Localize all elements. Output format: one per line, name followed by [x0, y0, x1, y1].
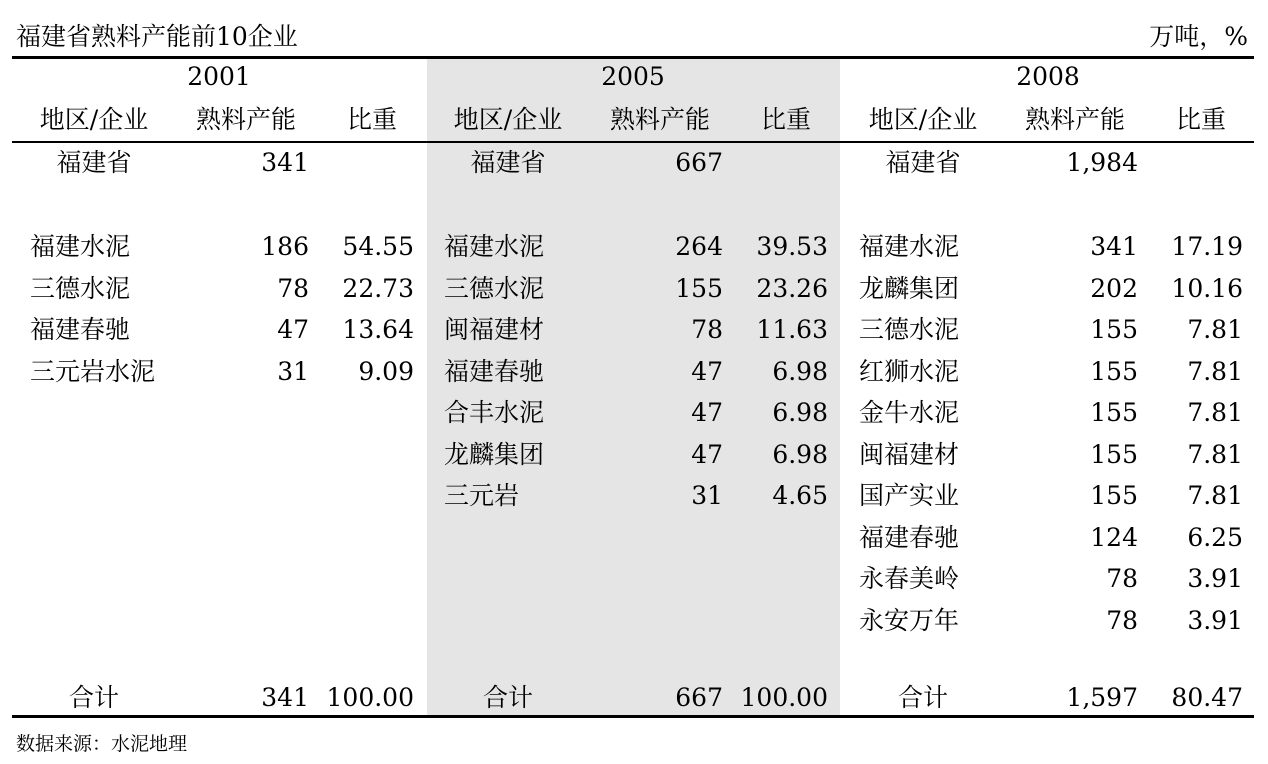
total-share: 100.00: [740, 683, 828, 712]
col-header-capacity: 熟料产能: [609, 105, 711, 134]
company-capacity: 155: [675, 273, 723, 303]
company-name: 龙麟集团: [859, 273, 960, 303]
table-title: 福建省熟料产能前10企业: [16, 22, 298, 51]
company-share: 3.91: [1187, 605, 1243, 635]
company-share: 6.98: [772, 356, 828, 386]
company-capacity: 47: [277, 315, 309, 344]
col-header-capacity: 熟料产能: [195, 105, 297, 134]
company-capacity: 78: [1106, 605, 1138, 635]
col-header-share: 比重: [346, 105, 398, 134]
total-capacity: 341: [261, 683, 309, 712]
company-name: 福建水泥: [30, 232, 131, 261]
year-header: 2001: [187, 62, 251, 91]
company-share: 6.98: [772, 439, 828, 469]
company-name: 三元岩: [444, 481, 520, 510]
company-share: 4.65: [772, 481, 828, 510]
company-capacity: 341: [1090, 232, 1138, 261]
company-share: 54.55: [342, 232, 414, 261]
company-capacity: 202: [1090, 273, 1138, 303]
company-name: 龙麟集团: [444, 439, 545, 469]
source-note: 数据来源：水泥地理: [16, 733, 188, 755]
header-rule: [12, 141, 1254, 143]
col-header-share: 比重: [1175, 105, 1227, 134]
total-label: 合计: [68, 683, 120, 712]
col-header-region: 地区/企业: [453, 105, 563, 134]
company-name: 福建春驰: [859, 522, 960, 552]
top-rule: [12, 56, 1254, 59]
company-capacity: 78: [691, 315, 723, 344]
company-capacity: 47: [691, 439, 723, 469]
company-name: 合丰水泥: [444, 398, 545, 427]
company-share: 10.16: [1171, 273, 1243, 303]
company-share: 39.53: [756, 232, 828, 261]
province-capacity: 1,984: [1066, 148, 1138, 177]
company-share: 6.98: [772, 398, 828, 427]
company-capacity: 155: [1090, 315, 1138, 344]
unit-label: 万吨，%: [1149, 22, 1248, 51]
total-share: 100.00: [326, 683, 414, 712]
company-capacity: 47: [691, 356, 723, 386]
company-share: 7.81: [1187, 439, 1243, 469]
col-header-region: 地区/企业: [39, 105, 149, 134]
company-capacity: 155: [1090, 481, 1138, 510]
company-name: 闽福建材: [859, 439, 960, 469]
company-share: 22.73: [342, 273, 414, 303]
col-header-region: 地区/企业: [868, 105, 978, 134]
total-share: 80.47: [1171, 683, 1243, 712]
company-name: 三元岩水泥: [30, 356, 156, 386]
company-name: 三德水泥: [859, 315, 960, 344]
company-share: 11.63: [756, 315, 828, 344]
province-name: 福建省: [56, 148, 132, 177]
company-capacity: 31: [691, 481, 723, 510]
company-capacity: 31: [277, 356, 309, 386]
company-name: 福建水泥: [444, 232, 545, 261]
company-share: 7.81: [1187, 398, 1243, 427]
col-header-share: 比重: [760, 105, 812, 134]
company-capacity: 186: [261, 232, 309, 261]
col-header-capacity: 熟料产能: [1024, 105, 1126, 134]
company-share: 7.81: [1187, 356, 1243, 386]
company-name: 闽福建材: [444, 315, 545, 344]
company-name: 永安万年: [859, 605, 960, 635]
company-share: 3.91: [1187, 564, 1243, 593]
province-capacity: 667: [675, 148, 723, 177]
province-name: 福建省: [885, 148, 961, 177]
company-share: 17.19: [1171, 232, 1243, 261]
company-share: 6.25: [1187, 522, 1243, 552]
company-capacity: 78: [277, 273, 309, 303]
company-name: 三德水泥: [30, 273, 131, 303]
company-name: 福建水泥: [859, 232, 960, 261]
company-share: 23.26: [756, 273, 828, 303]
company-share: 9.09: [358, 356, 414, 386]
company-capacity: 264: [675, 232, 723, 261]
bottom-rule: [12, 715, 1254, 718]
company-capacity: 124: [1090, 522, 1138, 552]
province-name: 福建省: [470, 148, 546, 177]
company-share: 13.64: [342, 315, 414, 344]
company-capacity: 155: [1090, 356, 1138, 386]
company-name: 红狮水泥: [859, 356, 960, 386]
company-name: 金牛水泥: [859, 398, 960, 427]
company-capacity: 78: [1106, 564, 1138, 593]
company-capacity: 47: [691, 398, 723, 427]
province-capacity: 341: [261, 148, 309, 177]
year-header: 2005: [601, 62, 665, 91]
year-header: 2008: [1016, 62, 1080, 91]
company-name: 三德水泥: [444, 273, 545, 303]
company-share: 7.81: [1187, 481, 1243, 510]
company-name: 福建春驰: [30, 315, 131, 344]
company-capacity: 155: [1090, 398, 1138, 427]
company-name: 国产实业: [859, 481, 960, 510]
company-capacity: 155: [1090, 439, 1138, 469]
company-name: 永春美岭: [859, 564, 960, 593]
company-name: 福建春驰: [444, 356, 545, 386]
total-label: 合计: [482, 683, 534, 712]
total-capacity: 1,597: [1066, 683, 1138, 712]
company-share: 7.81: [1187, 315, 1243, 344]
total-label: 合计: [897, 683, 949, 712]
total-capacity: 667: [675, 683, 723, 712]
